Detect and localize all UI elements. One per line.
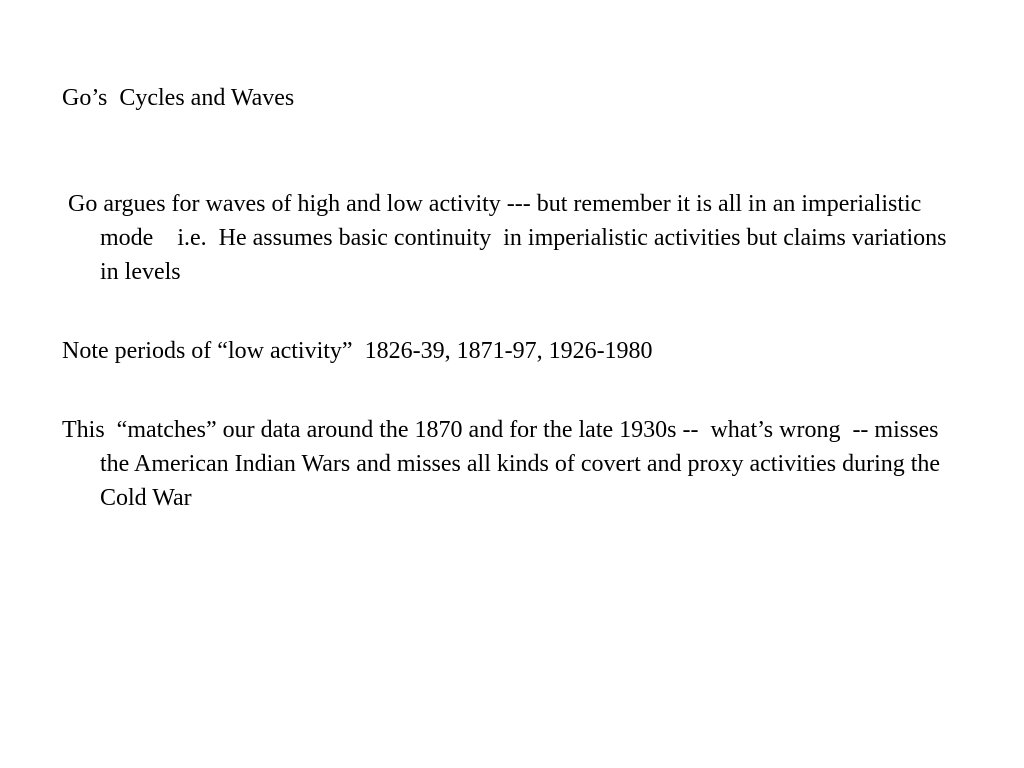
slide-body: [62, 187, 962, 515]
paragraph-low-activity-periods: Note periods of “low activity” 1826-39, 1871-97, 1926-1980: [62, 338, 653, 364]
paragraph-matches-data: This “matches” our data around the 1870 and for the late 1930s -- what’s wrong -- misses the American Indian Wars and misses all kinds of covert and proxy activities during the Cold War: [62, 417, 947, 511]
slide-title: Go’s Cycles and Waves: [62, 85, 295, 111]
paragraph-go-argues: Go argues for waves of high and low activity --- but remember it is all in an imperialistic mode i.e. He assumes basic continuity in imperialistic activities but claims variations in levels: [62, 191, 953, 285]
